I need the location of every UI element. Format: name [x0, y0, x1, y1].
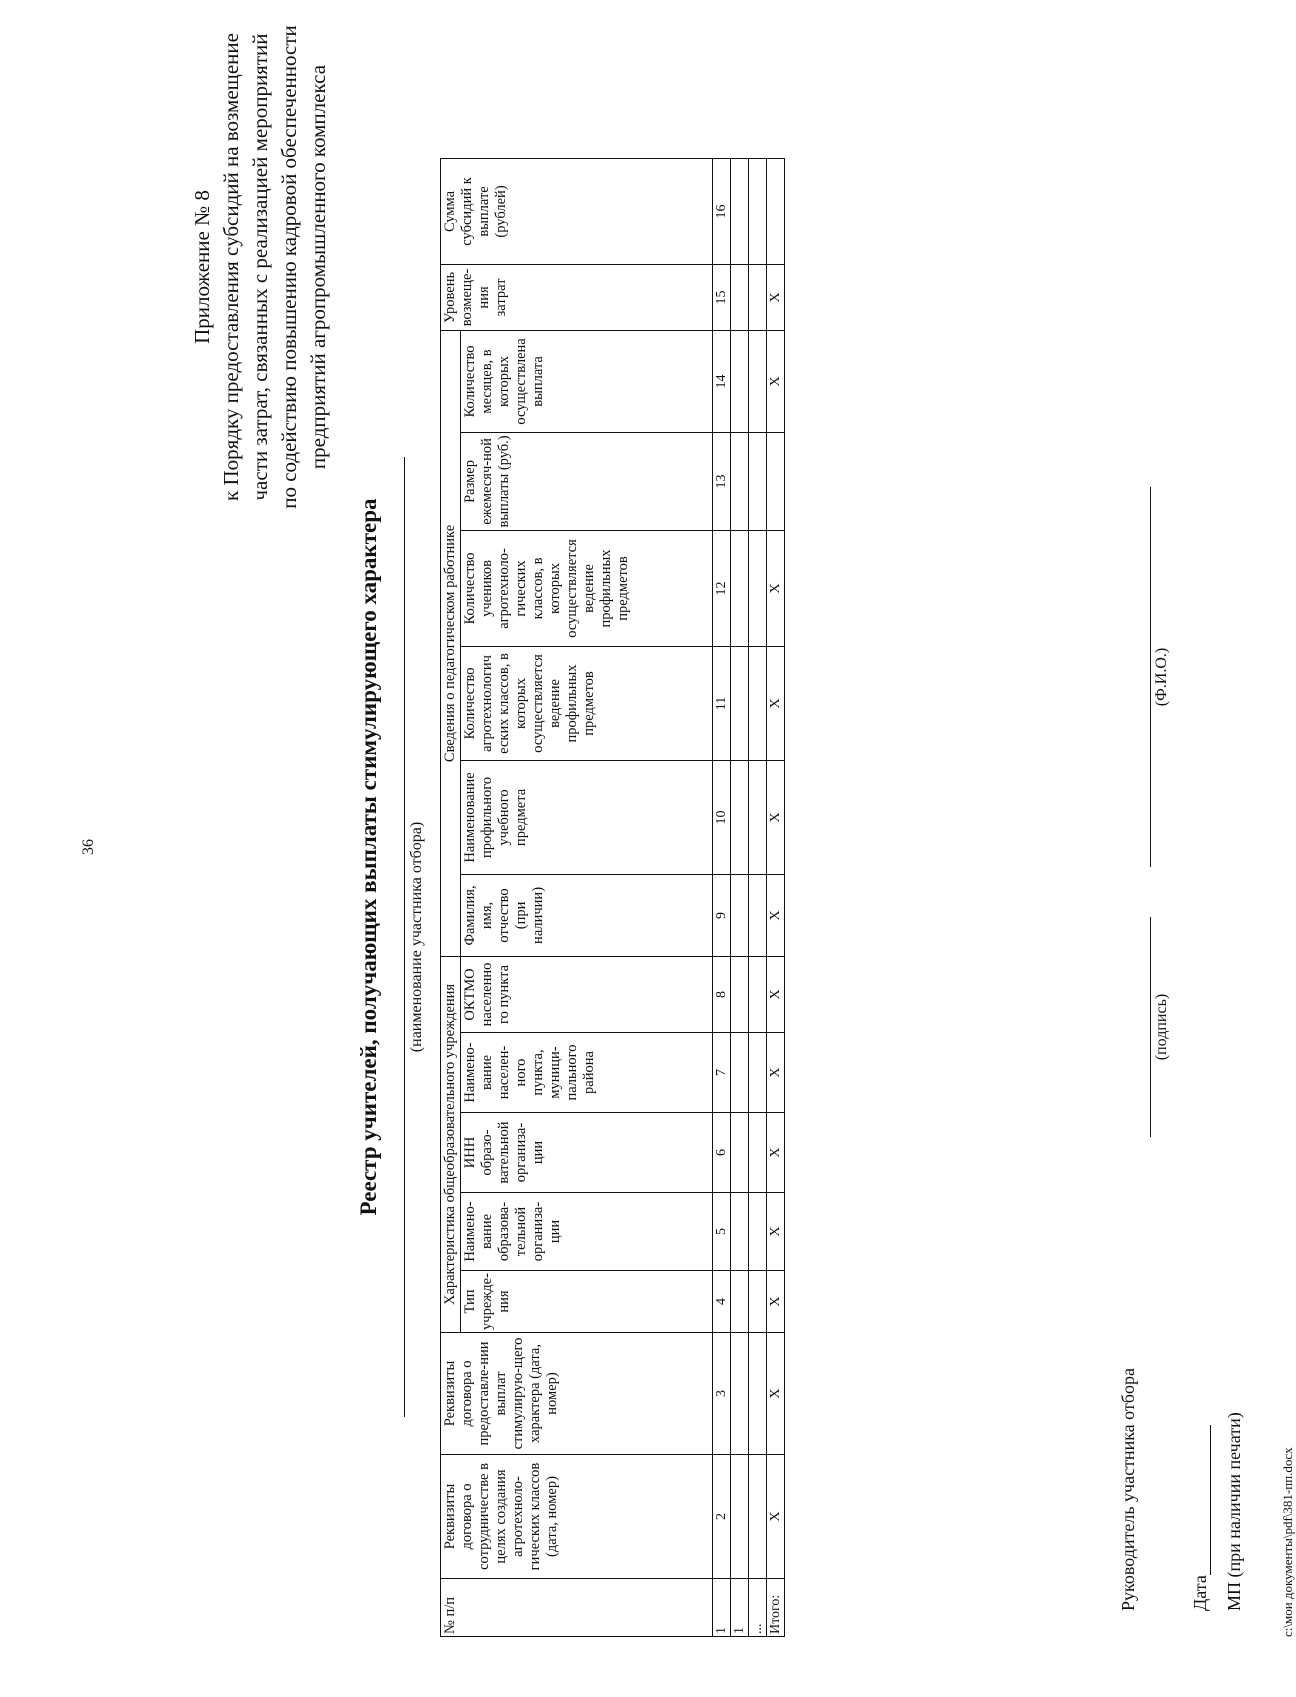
- table-cell: [731, 530, 749, 646]
- table-cell: [731, 760, 749, 874]
- register-table: [440, 158, 785, 1637]
- total-cell: Х: [767, 646, 785, 760]
- table-cell: [749, 956, 767, 1032]
- page-number: 36: [80, 839, 97, 855]
- register-title: Реестр учителей, получающих выплаты стимулирующего характера: [356, 498, 381, 1216]
- appendix-line: части затрат, связанных с реализацией мероприятий: [248, 33, 272, 501]
- participant-caption: (наименование участника отбора): [408, 821, 425, 1053]
- header-cell: Сумма субсидий к выплате (рублей): [441, 158, 713, 264]
- total-cell: Х: [767, 760, 785, 874]
- table-cell: [731, 1271, 749, 1333]
- appendix-line: по содействию повышению кадровой обеспеченности: [277, 25, 301, 509]
- total-cell: Х: [767, 530, 785, 646]
- column-number: 14: [713, 330, 731, 432]
- table-row: [749, 158, 767, 1636]
- header-cell: Реквизиты договора о сотрудничестве в целях создания агротехноло-гических классов (дата, номер): [441, 1455, 713, 1579]
- stamp-label: МП (при наличии печати): [1224, 1412, 1244, 1611]
- column-number: 8: [713, 956, 731, 1032]
- participant-name-line: [404, 457, 405, 1417]
- column-number: 5: [713, 1193, 731, 1271]
- full-name-line: [1150, 487, 1151, 867]
- header-cell: Количество агротехнологич еских классов, в которых осуществляется ведение профильных предметов: [461, 646, 713, 760]
- total-cell: [767, 158, 785, 264]
- total-cell: Итого:: [767, 1579, 785, 1637]
- column-number: 4: [713, 1271, 731, 1333]
- table-cell: [731, 874, 749, 956]
- table-row: [731, 158, 749, 1636]
- table-cell: [749, 1455, 767, 1579]
- signature-caption: (подпись): [1153, 993, 1170, 1061]
- table-cell: [749, 1333, 767, 1455]
- full-name-caption: (Ф.И.О.): [1153, 647, 1170, 707]
- table-cell: [731, 330, 749, 432]
- header-row: [441, 158, 461, 1636]
- column-number: 7: [713, 1033, 731, 1113]
- table-cell: [749, 158, 767, 264]
- table-cell: [731, 158, 749, 264]
- total-cell: Х: [767, 1113, 785, 1193]
- table-cell: [749, 646, 767, 760]
- total-cell: Х: [767, 956, 785, 1032]
- header-cell: Реквизиты договора о предоставле-нии выплат стимулирую-щего характера (дата, номер): [441, 1333, 713, 1455]
- file-path-footer: c:\мои документы\pdf\381-пп.docx: [1280, 1447, 1295, 1637]
- column-number: 1: [713, 1579, 731, 1637]
- column-number: 9: [713, 874, 731, 956]
- total-cell: Х: [767, 1271, 785, 1333]
- appendix-line: к Порядку предоставления субсидий на возмещение: [219, 33, 243, 501]
- table-cell: [731, 432, 749, 530]
- table-cell: [749, 760, 767, 874]
- table-cell: [749, 1271, 767, 1333]
- table-cell: [749, 432, 767, 530]
- column-number: 16: [713, 158, 731, 264]
- table-cell: [749, 330, 767, 432]
- header-cell: Уровень возмеще-ния затрат: [441, 264, 713, 330]
- table-cell: [749, 1113, 767, 1193]
- column-number-row: [713, 158, 731, 1636]
- signatory-label: Руководитель участника отбора: [1118, 1368, 1138, 1611]
- header-cell: ОКТМО населенно го пункта: [461, 956, 713, 1032]
- column-number: 13: [713, 432, 731, 530]
- header-cell: Количество учеников агротехноло-гических классов, в которых осуществляется ведение профильных предметов: [461, 530, 713, 646]
- appendix-header: [188, 0, 333, 547]
- table-cell: [749, 264, 767, 330]
- total-cell: Х: [767, 1333, 785, 1455]
- header-cell: Наимено-вание населен-ного пункта, муници-пального района: [461, 1033, 713, 1113]
- total-cell: Х: [767, 874, 785, 956]
- total-cell: Х: [767, 264, 785, 330]
- column-number: 15: [713, 264, 731, 330]
- table-cell: [749, 1193, 767, 1271]
- signature-line: [1150, 917, 1151, 1137]
- column-number: 12: [713, 530, 731, 646]
- total-cell: Х: [767, 1033, 785, 1113]
- header-cell: Количество месяцев, в которых осуществлена выплата: [461, 330, 713, 432]
- total-cell: Х: [767, 1193, 785, 1271]
- table-cell: [731, 1193, 749, 1271]
- header-cell: Наимено-вание образова-тельной организа-ции: [461, 1193, 713, 1271]
- total-cell: [767, 432, 785, 530]
- date-label: Дата: [1190, 1575, 1210, 1611]
- total-cell: Х: [767, 1455, 785, 1579]
- appendix-line: предприятий агропромышленного комплекса: [306, 64, 330, 470]
- appendix-line: Приложение № 8: [190, 190, 214, 344]
- column-number: 10: [713, 760, 731, 874]
- table-cell: [749, 1033, 767, 1113]
- header-cell: Фамилия, имя, отчество (при наличии): [461, 874, 713, 956]
- header-cell: № п/п: [441, 1579, 713, 1637]
- total-row: [767, 158, 785, 1636]
- column-number: 2: [713, 1455, 731, 1579]
- table-cell: [731, 264, 749, 330]
- group-header-school: Характеристика общеобразовательного учреждения: [441, 956, 461, 1332]
- column-number: 3: [713, 1333, 731, 1455]
- table-cell: [731, 1113, 749, 1193]
- table-cell: [731, 1455, 749, 1579]
- table-cell: [731, 1033, 749, 1113]
- table-cell: [731, 956, 749, 1032]
- header-cell: Наименование профильного учебного предмета: [461, 760, 713, 874]
- table-cell: 1: [731, 1579, 749, 1637]
- header-cell: Размер ежемесяч-ной выплаты (руб.): [461, 432, 713, 530]
- group-header-teacher: Сведения о педагогическом работнике: [441, 330, 461, 956]
- table-cell: [731, 1333, 749, 1455]
- total-cell: Х: [767, 330, 785, 432]
- column-number: 11: [713, 646, 731, 760]
- column-number: 6: [713, 1113, 731, 1193]
- date-field-line: [1210, 1425, 1211, 1575]
- table-cell: ...: [749, 1579, 767, 1637]
- table-cell: [749, 530, 767, 646]
- table-cell: [749, 874, 767, 956]
- header-cell: Тип учрежде-ния: [461, 1271, 713, 1333]
- table-cell: [731, 646, 749, 760]
- header-cell: ИНН образо-вательной организа-ции: [461, 1113, 713, 1193]
